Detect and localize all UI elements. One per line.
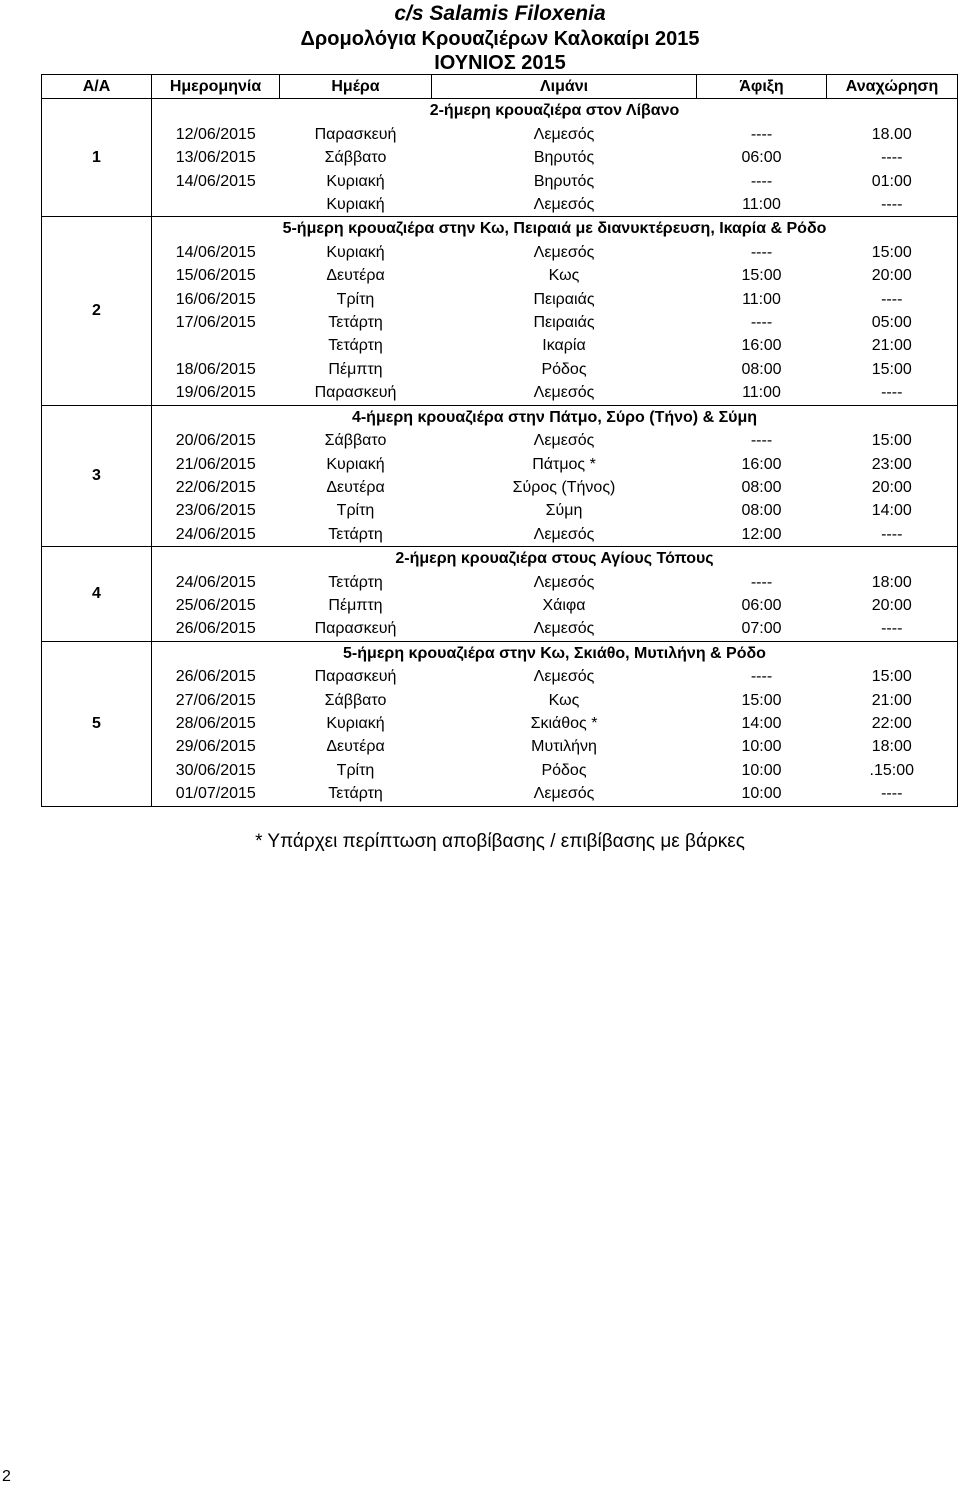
section-index: 4 xyxy=(42,547,152,642)
day-cell: Δευτέρα xyxy=(326,478,385,496)
month-title: ΙΟΥΝΙΟΣ 2015 xyxy=(434,52,566,74)
day-cell: Σάββατο xyxy=(324,149,387,167)
section-index: 1 xyxy=(42,99,152,217)
departure-cell: 22:00 xyxy=(827,712,958,735)
document-header xyxy=(42,0,958,75)
port-cell: Λεμεσός xyxy=(533,384,595,402)
departure-cell: ---- xyxy=(827,288,958,311)
arrival-cell: ---- xyxy=(750,573,773,591)
port-cell: Χάιφα xyxy=(542,596,586,614)
port-cell: Κως xyxy=(548,267,580,285)
day-cell: Κυριακή xyxy=(326,196,385,214)
port-cell: Μυτιλήνη xyxy=(531,738,597,756)
date-cell: 18/06/2015 xyxy=(175,360,256,378)
port-cell: Πειραιάς xyxy=(533,290,595,308)
day-cell: Κυριακή xyxy=(326,714,385,732)
departure-cell: 15:00 xyxy=(827,358,958,381)
section-index: 5 xyxy=(42,641,152,806)
arrival-cell: 07:00 xyxy=(741,620,782,638)
table-row xyxy=(42,594,958,617)
departure-cell: ---- xyxy=(827,381,958,405)
day-cell: Τρίτη xyxy=(336,761,375,779)
date-cell: 23/06/2015 xyxy=(175,502,256,520)
port-cell: Ικαρία xyxy=(542,337,586,355)
departure-cell: ---- xyxy=(827,146,958,169)
departure-cell: 21:00 xyxy=(827,689,958,712)
section-title: 5-ήμερη κρουαζιέρα στην Κω, Πειραιά με διανυκτέρευση, Ικαρία & Ρόδο xyxy=(152,217,958,241)
arrival-cell: ---- xyxy=(750,432,773,450)
table-row xyxy=(42,782,958,806)
day-cell: Τετάρτη xyxy=(328,337,383,355)
arrival-cell: ---- xyxy=(750,172,773,190)
column-header: Ημέρα xyxy=(280,75,432,99)
date-cell: 14/06/2015 xyxy=(175,172,256,190)
arrival-cell: ---- xyxy=(750,314,773,332)
arrival-cell: 10:00 xyxy=(741,761,782,779)
section-title: 5-ήμερη κρουαζιέρα στην Κω, Σκιάθο, Μυτιλήνη & Ρόδο xyxy=(152,641,958,665)
port-cell: Σύρος (Τήνος) xyxy=(512,478,616,496)
departure-cell: 20:00 xyxy=(827,594,958,617)
port-cell: Λεμεσός xyxy=(533,525,595,543)
table-row xyxy=(42,476,958,499)
date-cell: 14/06/2015 xyxy=(175,243,256,261)
table-row xyxy=(42,311,958,334)
departure-cell: 15:00 xyxy=(827,665,958,688)
arrival-cell: 16:00 xyxy=(741,455,782,473)
date-cell: 29/06/2015 xyxy=(175,738,256,756)
departure-cell: ---- xyxy=(827,523,958,547)
table-row xyxy=(42,712,958,735)
date-cell: 01/07/2015 xyxy=(152,782,280,806)
table-row xyxy=(42,146,958,169)
cruise-schedule-table xyxy=(41,74,958,807)
table-row xyxy=(42,759,958,782)
column-header: Ημερομηνία xyxy=(152,75,280,99)
arrival-cell: 15:00 xyxy=(741,691,782,709)
footnote: * Υπάρχει περίπτωση αποβίβασης / επιβίβασης με βάρκες xyxy=(255,831,745,852)
table-row xyxy=(42,499,958,522)
date-cell: 13/06/2015 xyxy=(175,149,256,167)
arrival-cell: 11:00 xyxy=(742,384,781,402)
date-cell: 20/06/2015 xyxy=(175,432,256,450)
port-cell: Κως xyxy=(548,691,580,709)
table-row xyxy=(42,334,958,357)
departure-cell: 20:00 xyxy=(827,264,958,287)
section-title-row xyxy=(42,641,958,665)
table-row xyxy=(42,381,958,405)
departure-cell: ---- xyxy=(827,782,958,806)
date-cell: 19/06/2015 xyxy=(175,384,256,402)
table-row xyxy=(42,123,958,146)
day-cell: Κυριακή xyxy=(326,455,385,473)
date-cell xyxy=(152,334,280,357)
day-cell: Παρασκευή xyxy=(314,620,397,638)
date-cell: 16/06/2015 xyxy=(175,290,256,308)
date-cell: 28/06/2015 xyxy=(175,714,256,732)
port-cell: Λεμεσός xyxy=(533,432,595,450)
departure-cell: 21:00 xyxy=(827,334,958,357)
port-cell: Λεμεσός xyxy=(533,573,595,591)
day-cell: Παρασκευή xyxy=(314,668,397,686)
departure-cell: 18.00 xyxy=(827,123,958,146)
section-title-row xyxy=(42,99,958,123)
date-cell: 17/06/2015 xyxy=(175,314,256,332)
date-cell: 24/06/2015 xyxy=(175,573,256,591)
arrival-cell: ---- xyxy=(750,125,773,143)
day-cell: Σάββατο xyxy=(324,432,387,450)
departure-cell: 20:00 xyxy=(827,476,958,499)
table-row xyxy=(42,665,958,688)
date-cell: 21/06/2015 xyxy=(175,455,256,473)
arrival-cell: ---- xyxy=(750,668,773,686)
port-cell: Πάτμος * xyxy=(532,455,596,473)
column-header: Αναχώρηση xyxy=(827,75,958,99)
day-cell: Παρασκευή xyxy=(314,125,397,143)
arrival-cell: ---- xyxy=(750,243,773,261)
table-row xyxy=(42,617,958,641)
date-cell: 27/06/2015 xyxy=(175,691,256,709)
day-cell: Τετάρτη xyxy=(328,573,383,591)
date-cell: 26/06/2015 xyxy=(175,620,256,638)
schedule-body xyxy=(42,99,958,806)
column-header: Λιμάνι xyxy=(432,75,697,99)
day-cell: Τετάρτη xyxy=(328,525,383,543)
arrival-cell: 10:00 xyxy=(741,738,782,756)
departure-cell: 18:00 xyxy=(827,735,958,758)
departure-cell: ---- xyxy=(827,193,958,217)
day-cell: Πέμπτη xyxy=(328,596,383,614)
arrival-cell: 11:00 xyxy=(742,290,781,308)
table-row xyxy=(42,453,958,476)
table-row xyxy=(42,170,958,193)
date-cell: 30/06/2015 xyxy=(175,761,256,779)
arrival-cell: 15:00 xyxy=(741,267,782,285)
port-cell: Λεμεσός xyxy=(533,196,595,214)
port-cell: Βηρυτός xyxy=(533,149,595,167)
arrival-cell: 16:00 xyxy=(741,337,782,355)
port-cell: Λεμεσός xyxy=(533,620,595,638)
section-index: 3 xyxy=(42,405,152,546)
arrival-cell: 08:00 xyxy=(741,360,782,378)
date-cell: 22/06/2015 xyxy=(175,478,256,496)
company-name: c/s Salamis Filoxenia xyxy=(394,2,606,25)
section-title-row xyxy=(42,547,958,571)
date-cell: 25/06/2015 xyxy=(175,596,256,614)
port-cell: Βηρυτός xyxy=(533,172,595,190)
table-row xyxy=(42,288,958,311)
column-header: Α/Α xyxy=(42,75,152,99)
table-row xyxy=(42,241,958,264)
table-row xyxy=(42,735,958,758)
departure-cell: 15:00 xyxy=(827,429,958,452)
arrival-cell: 10:00 xyxy=(697,782,827,806)
arrival-cell: 08:00 xyxy=(741,502,782,520)
day-cell: Τετάρτη xyxy=(328,314,383,332)
port-cell: Ρόδος xyxy=(541,360,587,378)
section-title-row xyxy=(42,405,958,429)
day-cell: Δευτέρα xyxy=(326,738,385,756)
day-cell: Παρασκευή xyxy=(314,384,397,402)
table-row xyxy=(42,523,958,547)
table-row xyxy=(42,193,958,217)
port-cell: Λεμεσός xyxy=(533,668,595,686)
port-cell: Λεμεσός xyxy=(533,243,595,261)
arrival-cell: 06:00 xyxy=(741,149,782,167)
date-cell: 26/06/2015 xyxy=(175,668,256,686)
day-cell: Κυριακή xyxy=(326,243,385,261)
departure-cell: 05:00 xyxy=(827,311,958,334)
table-row xyxy=(42,358,958,381)
page-number: 2 xyxy=(2,1468,11,1485)
date-cell: 12/06/2015 xyxy=(175,125,256,143)
arrival-cell: 08:00 xyxy=(741,478,782,496)
table-row xyxy=(42,571,958,594)
table-row xyxy=(42,689,958,712)
day-cell: Τετάρτη xyxy=(280,782,432,806)
day-cell: Δευτέρα xyxy=(326,267,385,285)
section-title: 2-ήμερη κρουαζιέρα στους Αγίους Τόπους xyxy=(152,547,958,571)
port-cell: Σύμη xyxy=(545,502,583,520)
departure-cell: .15:00 xyxy=(827,759,958,782)
column-header: Άφιξη xyxy=(697,75,827,99)
day-cell: Κυριακή xyxy=(326,172,385,190)
port-cell: Σκιάθος * xyxy=(530,714,598,732)
date-cell: 15/06/2015 xyxy=(175,267,256,285)
departure-cell: 23:00 xyxy=(827,453,958,476)
day-cell: Τρίτη xyxy=(336,290,375,308)
day-cell: Πέμπτη xyxy=(328,360,383,378)
arrival-cell: 14:00 xyxy=(741,714,782,732)
section-index: 2 xyxy=(42,217,152,405)
date-cell: 24/06/2015 xyxy=(175,525,256,543)
section-title: 4-ήμερη κρουαζιέρα στην Πάτμο, Σύρο (Τήνο) & Σύμη xyxy=(152,405,958,429)
document-title: Δρομολόγια Κρουαζιέρων Καλοκαίρι 2015 xyxy=(300,28,700,50)
table-header-row xyxy=(42,75,958,99)
port-cell: Ρόδος xyxy=(541,761,587,779)
day-cell: Τρίτη xyxy=(336,502,375,520)
departure-cell: 15:00 xyxy=(827,241,958,264)
arrival-cell: 06:00 xyxy=(741,596,782,614)
port-cell: Λεμεσός xyxy=(432,782,697,806)
arrival-cell: 12:00 xyxy=(741,525,782,543)
section-title: 2-ήμερη κρουαζιέρα στον Λίβανο xyxy=(152,99,958,123)
table-row xyxy=(42,264,958,287)
departure-cell: 14:00 xyxy=(827,499,958,522)
departure-cell: ---- xyxy=(827,617,958,641)
day-cell: Σάββατο xyxy=(324,691,387,709)
date-cell xyxy=(152,193,280,217)
arrival-cell: 11:00 xyxy=(742,196,781,214)
departure-cell: 18:00 xyxy=(827,571,958,594)
departure-cell: 01:00 xyxy=(827,170,958,193)
port-cell: Πειραιάς xyxy=(533,314,595,332)
table-row xyxy=(42,429,958,452)
section-title-row xyxy=(42,217,958,241)
port-cell: Λεμεσός xyxy=(533,125,595,143)
